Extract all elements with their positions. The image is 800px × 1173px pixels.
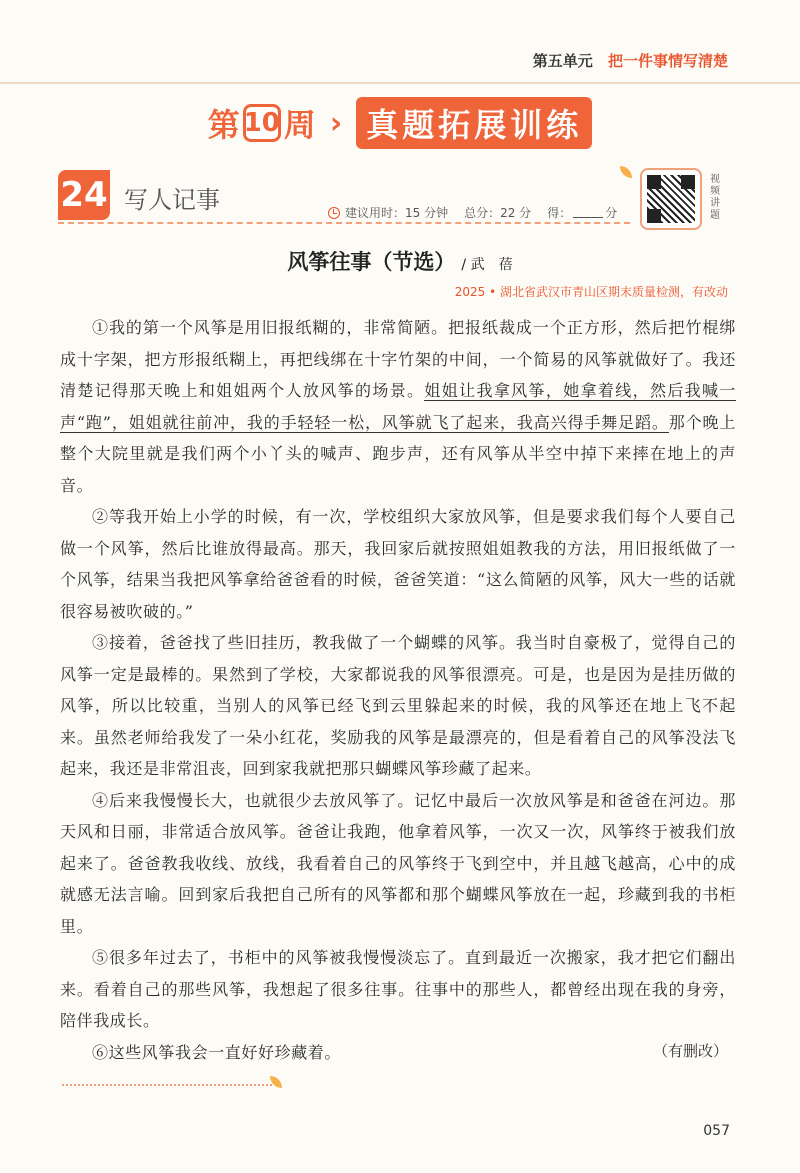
qr-code-icon xyxy=(647,175,695,223)
score-label: 得： xyxy=(547,206,572,220)
article-body xyxy=(60,312,736,1068)
leaf-icon xyxy=(620,166,632,178)
paragraph-1 xyxy=(60,312,736,501)
week-title: 真题拓展训练 xyxy=(356,97,592,149)
lesson-number: 24 xyxy=(58,170,110,220)
week-banner xyxy=(0,96,800,150)
article-source: 2025 • 湖北省武汉市青山区期末质量检测，有改动 xyxy=(454,285,728,299)
suggested-time: 建议用时：15 分钟 xyxy=(345,206,449,220)
unit-label: 第五单元 xyxy=(532,52,593,70)
video-label: 视频讲题 xyxy=(710,174,720,221)
article-author: / 武 蓓 xyxy=(461,257,513,273)
header-rule xyxy=(0,82,800,84)
leaf-icon xyxy=(270,1076,282,1088)
lesson-bar xyxy=(58,170,738,232)
week-prefix: 第 xyxy=(207,106,240,144)
score-blank[interactable] xyxy=(573,207,603,218)
paragraph-2: ②等我开始上小学的时候，有一次，学校组织大家放风筝，但是要求我们每个人要自己做一个风筝，然后比谁放得最高。那天，我回家后就按照姐姐教我的方法，用旧报纸做了一个风筝，结果当我把风筝拿给爸爸看的时候，爸爸笑道：“这么简陋的风筝，风大一些的话就很容易被吹破的。” xyxy=(60,507,736,621)
paragraph-1-post: 那个晚上整个大院里就是我们两个小丫头的喊声、跑步声，还有风筝从半空中掉下来摔在地上的声音。 xyxy=(60,412,736,495)
week-suffix: 周 xyxy=(283,106,316,144)
clock-icon xyxy=(328,207,340,219)
unit-topic: 把一件事情写清楚 xyxy=(607,52,728,70)
lesson-underline xyxy=(58,222,630,224)
article-title xyxy=(0,246,800,276)
paragraph-6: ⑥这些风筝我会一直好好珍藏着。 xyxy=(92,1042,342,1062)
score-unit: 分 xyxy=(605,206,618,220)
paragraph-3: ③接着，爸爸找了些旧挂历，教我做了一个蝴蝶的风筝。我当时自豪极了，觉得自己的风筝一定是最棒的。果然到了学校，大家都说我的风筝很漂亮。可是，也是因为是挂历做的风筝，所以比较重，当别人的风筝已经飞到云里躲起来的时候，我的风筝还在地上飞不起来。虽然老师给我发了一朵小红花，奖励我的风筝是最漂亮的，但是看着自己的风筝没法飞起来，我还是非常沮丧，回到家我就把那只蝴蝶风筝珍藏了起来。 xyxy=(60,633,736,778)
article-title-text: 风筝往事（节选） xyxy=(287,250,456,274)
week-number: 10 xyxy=(243,104,281,142)
paragraph-1-pre: ①我的第一个风筝是用旧报纸糊的，非常简陋。把报纸裁成一个正方形，然后把竹棍绑成十字架，把方形报纸糊上，再把线绑在十字竹架的中间，一个简易的风筝就做好了。我还清楚记得那天晚上和姐姐两个人放风筝的场景。 xyxy=(60,318,736,400)
paragraph-5: ⑤很多年过去了，书柜中的风筝被我慢慢淡忘了。直到最近一次搬家，我才把它们翻出来。看着自己的那些风筝，我想起了很多往事。往事中的那些人，都曾经出现在我的身旁，陪伴我成长。 xyxy=(60,948,736,1030)
paragraph-4: ④后来我慢慢长大，也就很少去放风筝了。记忆中最后一次放风筝是和爸爸在河边。那天风和日丽，非常适合放风筝。爸爸让我跑，他拿着风筝，一次又一次，风筝终于被我们放起来了。爸爸教我收线、放线，我看着自己的风筝终于飞到空中，并且越飞越高，心中的成就感无法言喻。回到家后我把自己所有的风筝都和那个蝴蝶风筝放在一起，珍藏到我的书柜里。 xyxy=(60,790,736,936)
underlined-sentence: 姐姐让我拿风筝，她拿着线，然后我喊一声“跑”，姐姐就往前冲，我的手轻轻一松，风筝就飞了起来，我高兴得手舞足蹈。 xyxy=(60,381,736,432)
article-footnote: （有删改） xyxy=(652,1042,728,1060)
bottom-dotted-rule xyxy=(62,1084,272,1086)
chevron-right-icon: › xyxy=(329,105,343,141)
unit-header xyxy=(533,50,728,71)
lesson-meta xyxy=(328,204,617,221)
qr-code-box[interactable] xyxy=(640,168,702,230)
total-score: 总分：22 分 xyxy=(464,206,532,220)
page-number: 057 xyxy=(703,1123,730,1139)
lesson-name: 写人记事 xyxy=(124,186,220,214)
